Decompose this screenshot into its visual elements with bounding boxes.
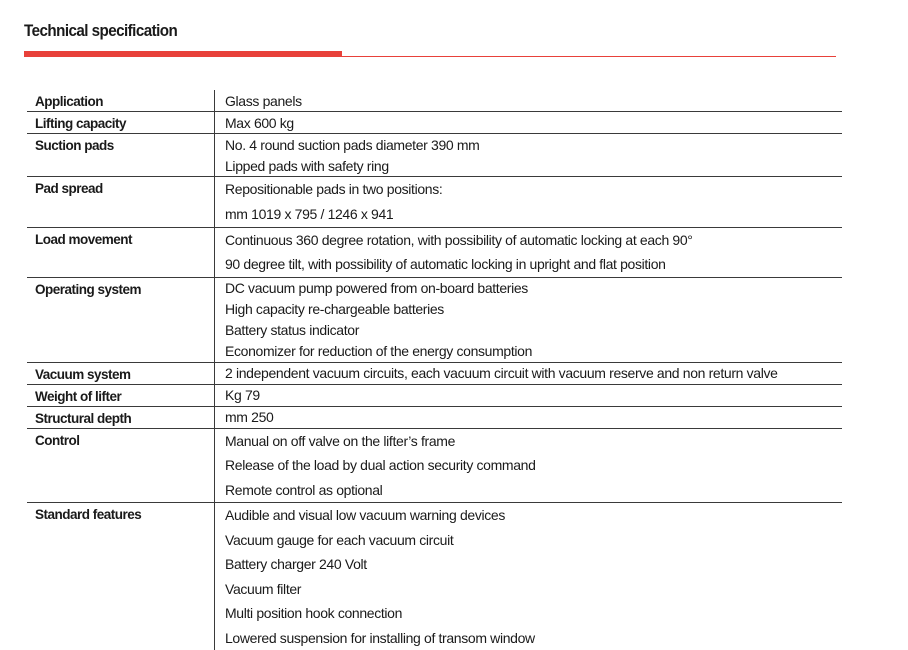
spec-value: No. 4 round suction pads diameter 390 mm — [225, 134, 842, 155]
spec-row-pad-spread — [27, 177, 842, 228]
spec-label: Structural depth — [27, 407, 214, 428]
spec-values — [214, 228, 842, 277]
spec-label: Weight of lifter — [27, 385, 214, 406]
spec-row-control — [27, 429, 842, 504]
spec-row-standard-features — [27, 503, 842, 650]
spec-value: Battery status indicator — [225, 320, 842, 341]
spec-values — [214, 363, 842, 384]
spec-value: 2 independent vacuum circuits, each vacuum circuit with vacuum reserve and non return valve — [225, 363, 842, 384]
spec-value: DC vacuum pump powered from on-board batteries — [225, 278, 842, 299]
spec-values — [214, 429, 842, 503]
page-title: Technical specification — [24, 22, 177, 41]
spec-value: Max 600 kg — [225, 112, 842, 133]
spec-value: Vacuum filter — [225, 577, 842, 602]
spec-value: Battery charger 240 Volt — [225, 552, 842, 577]
spec-label: Vacuum system — [27, 363, 214, 384]
spec-value: Audible and visual low vacuum warning devices — [225, 503, 842, 528]
spec-row-weight-of-lifter — [27, 385, 842, 407]
spec-label: Standard features — [27, 503, 214, 650]
spec-value: Lowered suspension for installing of transom window — [225, 626, 842, 650]
spec-value: Economizer for reduction of the energy consumption — [225, 341, 842, 362]
spec-value: Vacuum gauge for each vacuum circuit — [225, 528, 842, 553]
spec-values — [214, 90, 842, 111]
spec-values — [214, 112, 842, 133]
spec-row-vacuum-system — [27, 363, 842, 385]
spec-value: Lipped pads with safety ring — [225, 155, 842, 176]
spec-row-operating-system — [27, 278, 842, 363]
spec-value: Kg 79 — [225, 385, 842, 406]
spec-values — [214, 278, 842, 362]
spec-row-load-movement — [27, 228, 842, 278]
spec-values — [214, 134, 842, 176]
spec-value: High capacity re-chargeable batteries — [225, 299, 842, 320]
spec-row-structural-depth — [27, 407, 842, 429]
spec-label: Lifting capacity — [27, 112, 214, 133]
spec-value: mm 250 — [225, 407, 842, 428]
spec-label: Suction pads — [27, 134, 214, 176]
spec-row-suction-pads — [27, 134, 842, 177]
spec-label: Application — [27, 90, 214, 111]
spec-value: Glass panels — [225, 90, 842, 111]
spec-value: 90 degree tilt, with possibility of automatic locking in upright and flat position — [225, 252, 842, 277]
spec-value: Multi position hook connection — [225, 601, 842, 626]
spec-values — [214, 503, 842, 650]
spec-label: Load movement — [27, 228, 214, 277]
spec-value: Remote control as optional — [225, 478, 842, 503]
title-accent-bar — [24, 51, 342, 57]
spec-value: Release of the load by dual action security command — [225, 453, 842, 478]
title-divider-line — [342, 56, 836, 57]
spec-label: Control — [27, 429, 214, 503]
spec-row-lifting-capacity — [27, 112, 842, 134]
spec-value: mm 1019 x 795 / 1246 x 941 — [225, 202, 842, 227]
spec-value: Continuous 360 degree rotation, with possibility of automatic locking at each 90° — [225, 228, 842, 253]
spec-table — [27, 90, 842, 650]
spec-values — [214, 407, 842, 428]
spec-label: Operating system — [27, 278, 214, 362]
spec-row-application — [27, 90, 842, 112]
spec-label: Pad spread — [27, 177, 214, 227]
spec-values — [214, 177, 842, 227]
spec-value: Repositionable pads in two positions: — [225, 177, 842, 202]
spec-values — [214, 385, 842, 406]
spec-value: Manual on off valve on the lifter’s frame — [225, 429, 842, 454]
